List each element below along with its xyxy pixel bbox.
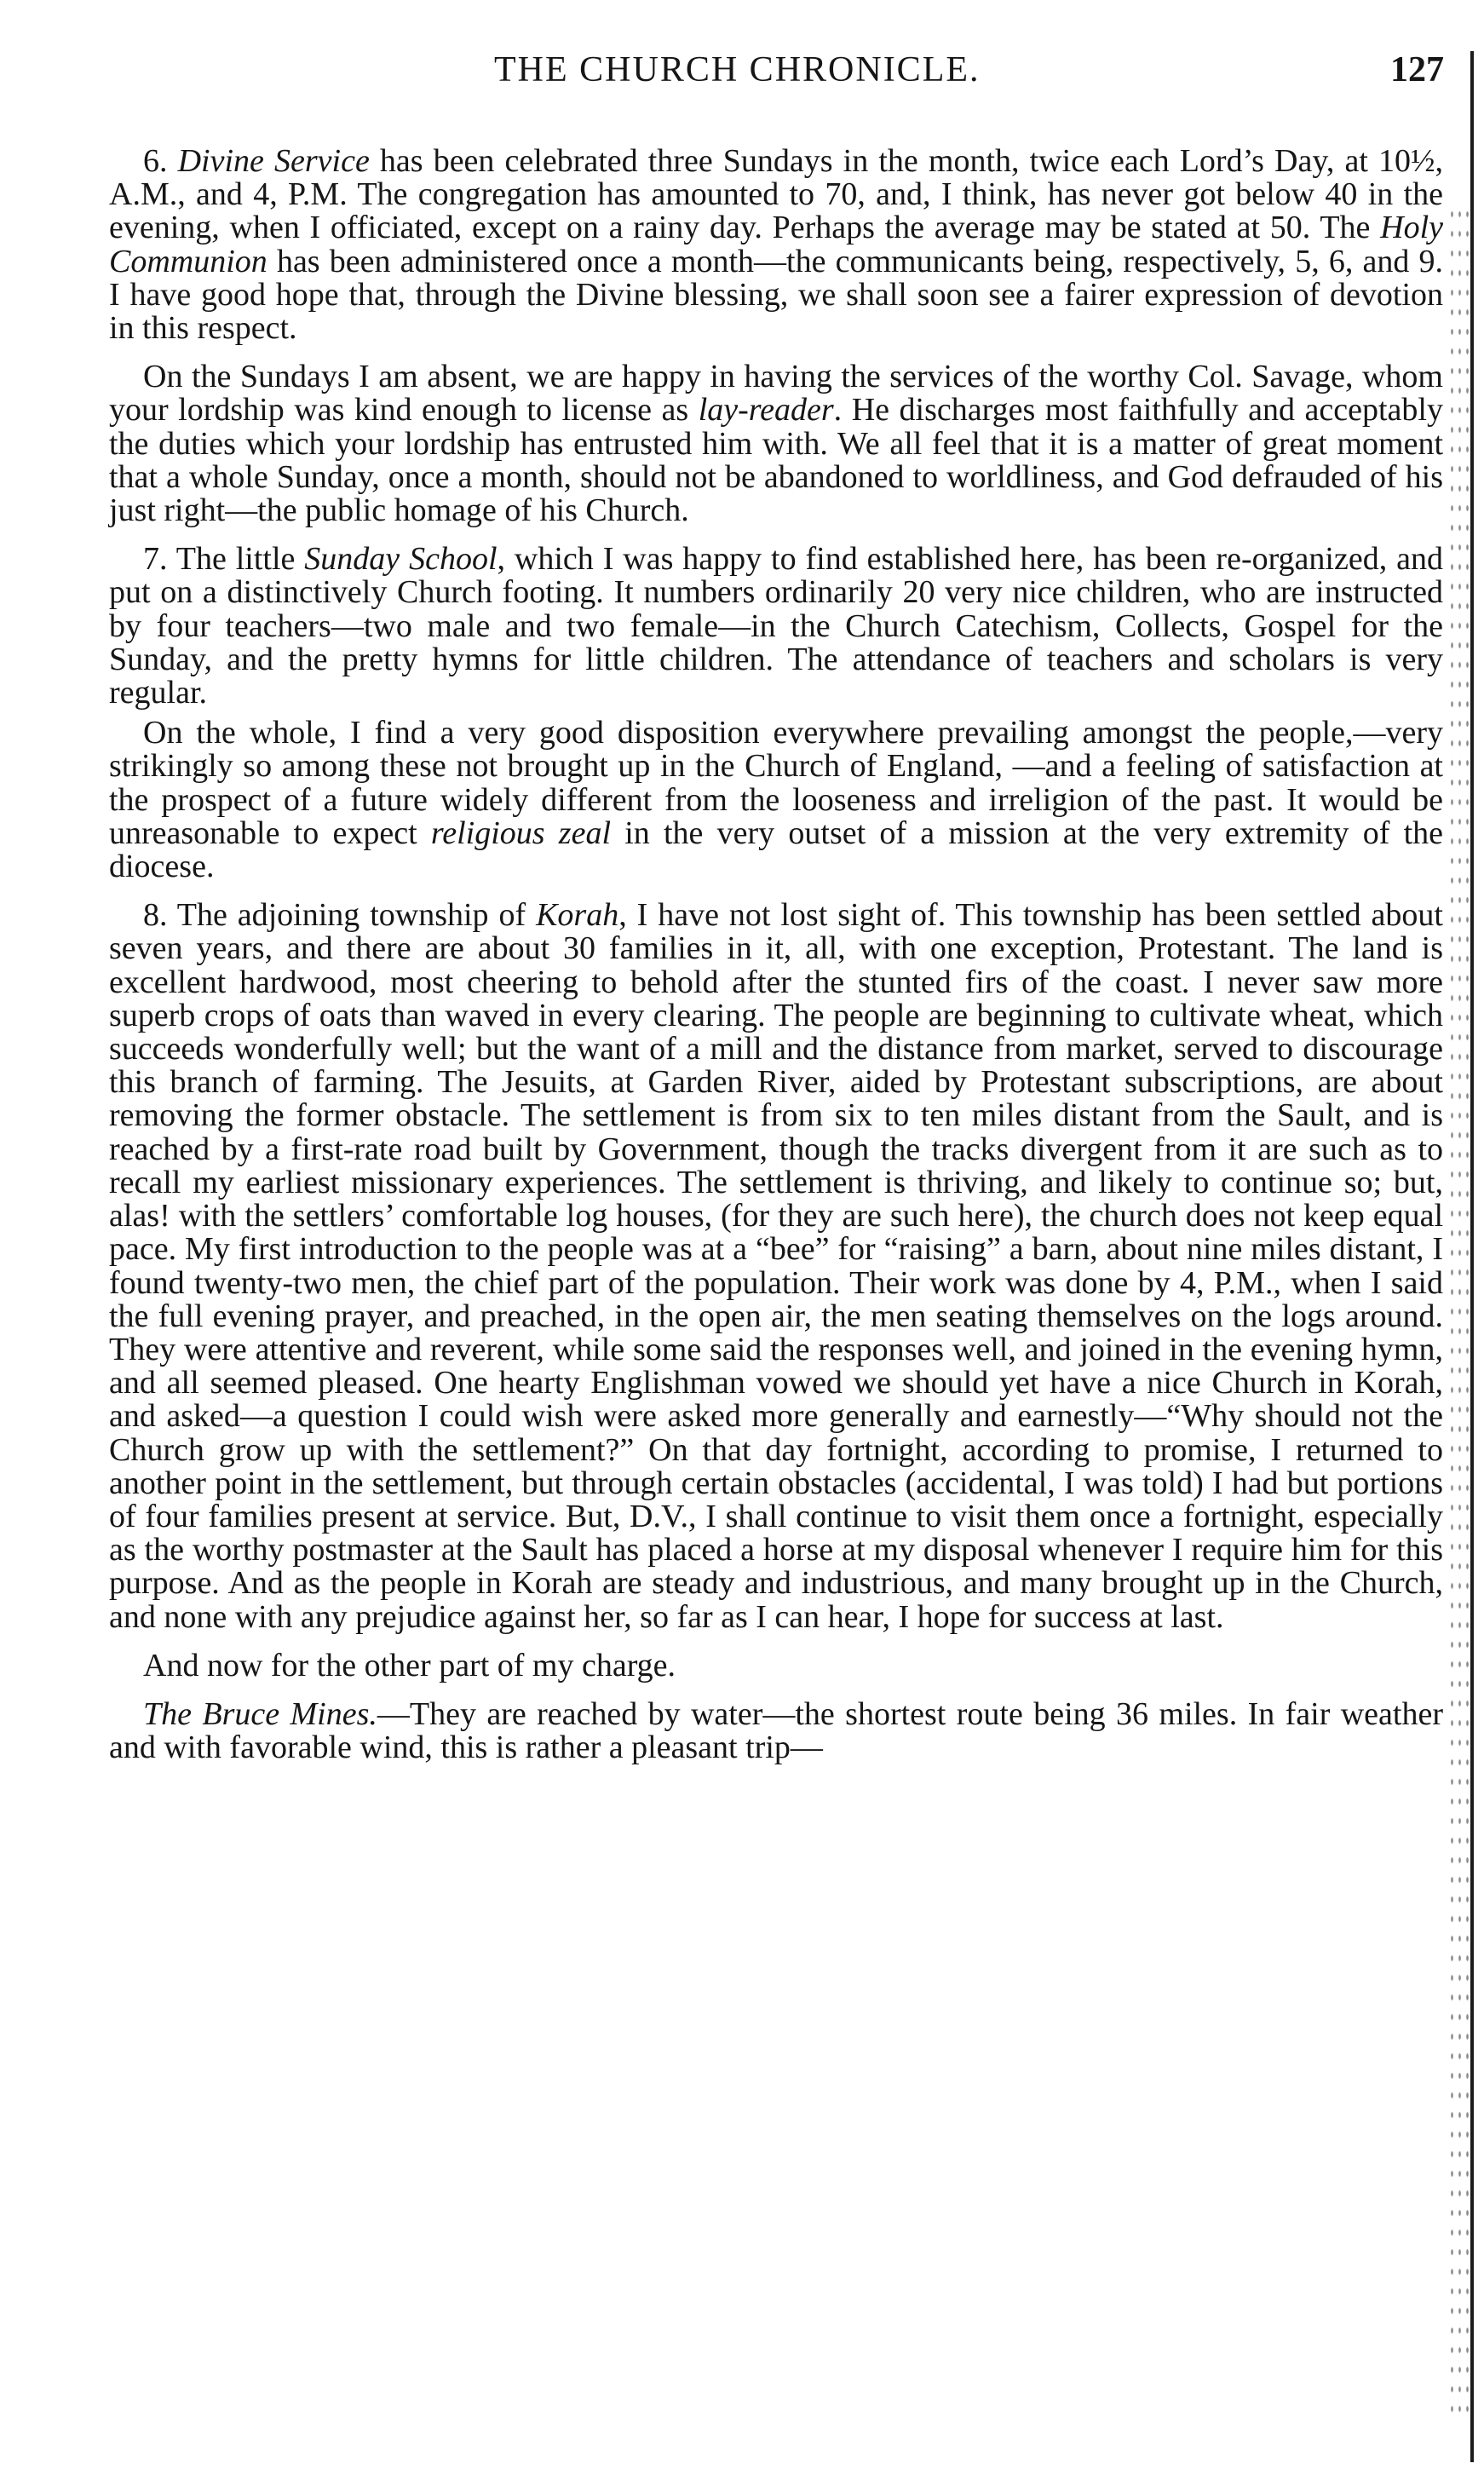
paragraph-other-charge <box>109 1649 1443 1683</box>
italic-divine-service: Divine Service <box>177 143 370 179</box>
right-edge-rule <box>1470 51 1474 2462</box>
paragraph-text: , which I was happy to find established here, has been re-organized, and put on a distinctively Church footing. It numbers ordinarily 20 very nice children, who are instructed by four teachers—two male and two female—in the Church Catechism, Collects, Gospel for the Sunday, and the pretty hymns for little children. The attendance of teachers and scholars is very regular. <box>109 541 1443 711</box>
paragraph-text: has been celebrated three Sundays in the month, twice each Lord’s Day, at 10½, A.M., and 4, P.M. The congregation has amounted to 70, and, I think, has never got below 40 in the evening, when I officiated, except on a rainy day. Perhaps the average may be stated at 50. The <box>109 143 1443 246</box>
italic-religious-zeal: religious zeal <box>430 814 611 851</box>
paragraph-text: On the Sundays I am absent, we are happy in having the services of the worthy Col. Savage, whom your lordship was kind enough to license as <box>109 359 1443 429</box>
page-header <box>0 49 1484 109</box>
paragraph-text: —They are reached by water—the shortest route being 36 miles. In fair weather and with favorable wind, this is rather a pleasant trip— <box>109 1695 1443 1766</box>
paragraph-divine-service <box>109 145 1443 345</box>
paragraph-lead: 8. The adjoining township of <box>143 897 537 934</box>
paragraph-lay-reader <box>109 360 1443 527</box>
italic-lay-reader: lay-reader <box>698 392 834 429</box>
paragraph-korah <box>109 899 1443 1633</box>
scan-edge-noise <box>1448 204 1469 2420</box>
paragraph-disposition <box>109 717 1443 883</box>
paragraph-text: And now for the other part of my charge. <box>143 1647 676 1683</box>
paragraph-text: in the very outset of a mission at the very extremity of the diocese. <box>109 814 1443 885</box>
paragraph-text: , I have not lost sight of. This township has been settled about seven years, and there are about 30 families in it, all, with one exception, Protestant. The land is excellent hardwood, most cheering to behold after the stunted firs of the coast. I never saw more superb crops of oats than waved in every clearing. The people are beginning to cultivate wheat, which succeeds wonderfully well; but the want of a mill and the distance from market, served to discourage this branch of farming. The Jesuits, at Garden River, aided by Protestant subscriptions, are about removing the former obstacle. The settlement is from six to ten miles distant from the Sault, and is reached by a first-rate road built by Government, though the tracks divergent from it are such as to recall my earliest missionary experiences. The settlement is thriving, and likely to continue so; but, alas! with the settlers’ comfortable log houses, (for they are such here), the church does not keep equal pace. My first introduction to the people was at a “bee” for “raising” a barn, about nine miles distant, I found twenty-two men, the chief part of the population. Their work was done by 4, P.M., when I said the full evening prayer, and preached, in the open air, the men seating themselves on the logs around. They were attentive and reverent, while some said the responses well, and joined in the evening hymn, and all seemed pleased. One hearty Englishman vowed we should yet have a nice Church in Korah, and asked—a question I could wish were asked more generally and earnestly—“Why should not the Church grow up with the settlement?” On that day fortnight, according to promise, I returned to another point in the settlement, but through certain obstacles (accidental, I was told) I had but portions of four families present at service. But, D.V., I shall continue to visit them once a fortnight, especially as the worthy postmaster at the Sault has placed a horse at my disposal whenever I require him for this purpose. And as the people in Korah are steady and industrious, and many brought up in the Church, and none with any prejudice against her, so far as I can hear, I hope for success at last. <box>109 897 1443 1635</box>
paragraph-text: has been administered once a month—the communicants being, respectively, 5, 6, and 9. I have good hope that, through the Divine blessing, we shall soon see a fairer expression of devotion in this respect. <box>109 243 1443 347</box>
page-number: 127 <box>1390 50 1444 89</box>
paragraph-sunday-school <box>109 543 1443 710</box>
article-body <box>109 145 1443 1780</box>
italic-korah: Korah <box>536 897 619 934</box>
paragraph-lead: 6. <box>143 143 178 179</box>
paragraph-bruce-mines <box>109 1695 1443 1766</box>
running-title: THE CHURCH CHRONICLE. <box>494 50 981 89</box>
paragraph-lead: 7. The little <box>143 541 305 578</box>
italic-sunday-school: Sunday School <box>304 541 498 578</box>
paragraph-text: On the whole, I find a very good disposition everywhere prevailing amongst the people,—very strikingly so among these not brought up in the Church of England, —and a feeling of satisfaction at the prospect of a future widely different from the looseness and irreligion of the past. It would be unreasonable to expect <box>109 715 1443 851</box>
italic-bruce-mines: The Bruce Mines. <box>143 1695 377 1732</box>
italic-holy-communion: Holy Communion <box>109 210 1443 279</box>
paragraph-text: . He discharges most faithfully and acceptably the duties which your lordship has entrusted him with. We all feel that it is a matter of great moment that a whole Sunday, once a month, should not be abandoned to worldliness, and God defrauded of his just right—the public homage of his Church. <box>109 392 1443 529</box>
